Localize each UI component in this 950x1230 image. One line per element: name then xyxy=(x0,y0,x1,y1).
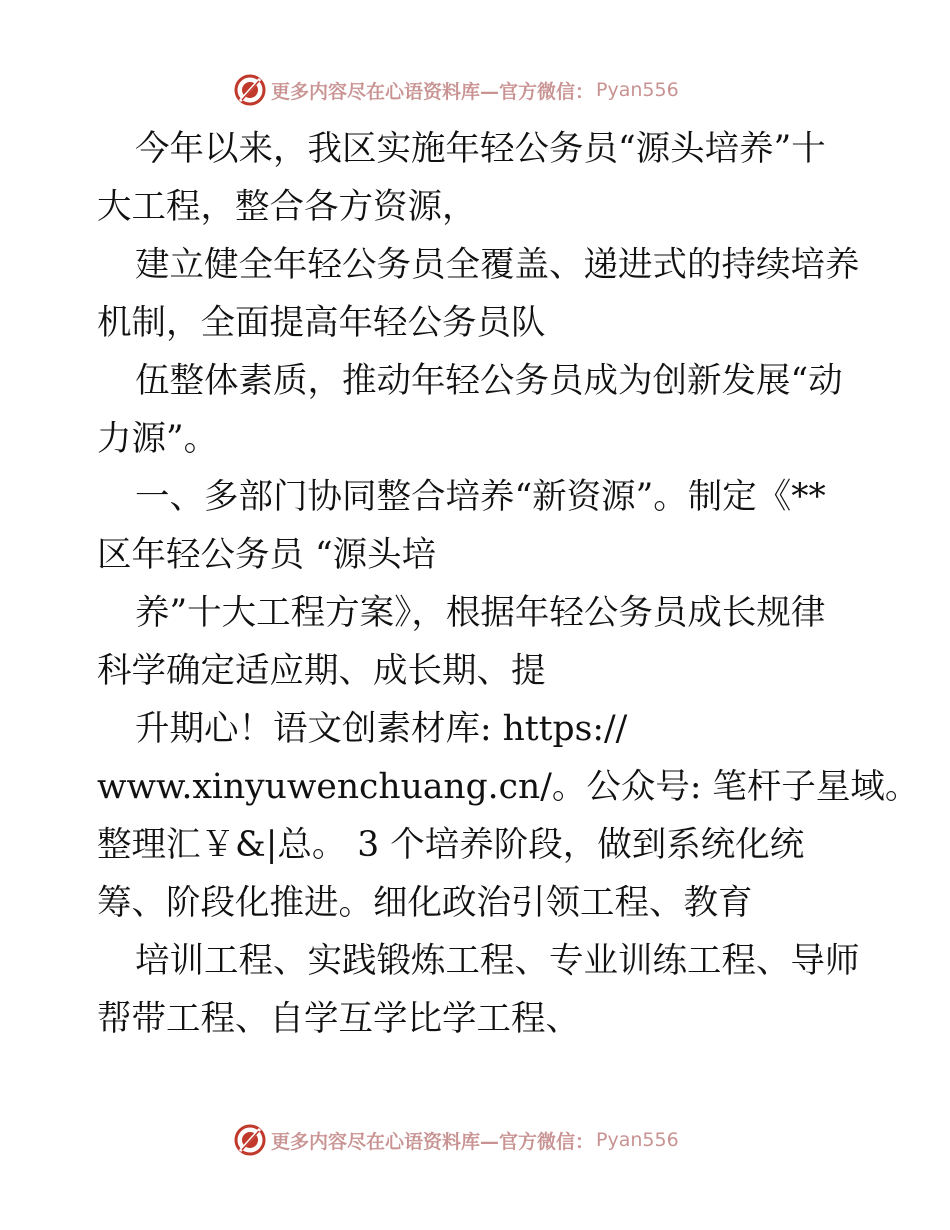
document-body xyxy=(97,120,920,1048)
red-pen-seal-icon xyxy=(233,1123,267,1157)
body-line: 科学确定适应期、成长期、提 xyxy=(97,651,546,691)
body-line: 今年以来，我区实施年轻公务员“源头培养”十 xyxy=(135,129,826,169)
body-line: 力源”。 xyxy=(97,419,219,459)
body-line: 区年轻公务员 “源头培 xyxy=(97,535,437,575)
footer-banner-text: 更多内容尽在心语资料库—官方微信： xyxy=(271,1130,595,1153)
body-line: 大工程，整合各方资源， xyxy=(97,187,477,227)
body-line: 一、多部门协同整合培养“新资源”。制定《** xyxy=(135,477,826,517)
body-line: 建立健全年轻公务员全覆盖、递进式的持续培养 xyxy=(135,245,860,285)
body-line: 升期心！语文创素材库: https:// xyxy=(135,709,628,749)
header-watermark-banner xyxy=(233,70,713,110)
body-line: www.xinyuwenchuang.cn/。公众号: 笔杆子星域。 xyxy=(97,767,920,807)
footer-wechat-id: Pyan556 xyxy=(596,1129,679,1151)
body-line: 筹、阶段化推进。细化政治引领工程、教育 xyxy=(97,883,753,923)
red-pen-seal-icon xyxy=(233,73,267,107)
footer-watermark-banner xyxy=(233,1120,713,1160)
header-wechat-id: Pyan556 xyxy=(596,79,679,101)
header-banner-text: 更多内容尽在心语资料库—官方微信： xyxy=(271,80,595,103)
body-line: 机制，全面提高年轻公务员队 xyxy=(97,303,546,343)
body-line: 培训工程、实践锻炼工程、专业训练工程、导师 xyxy=(135,941,860,981)
body-line: 整理汇￥&|总。 3 个培养阶段，做到系统化统 xyxy=(97,825,805,865)
body-line: 帮带工程、自学互学比学工程、 xyxy=(97,999,580,1039)
body-line: 伍整体素质，推动年轻公务员成为创新发展“动 xyxy=(135,361,843,401)
body-line: 养”十大工程方案》，根据年轻公务员成长规律 xyxy=(135,593,826,633)
